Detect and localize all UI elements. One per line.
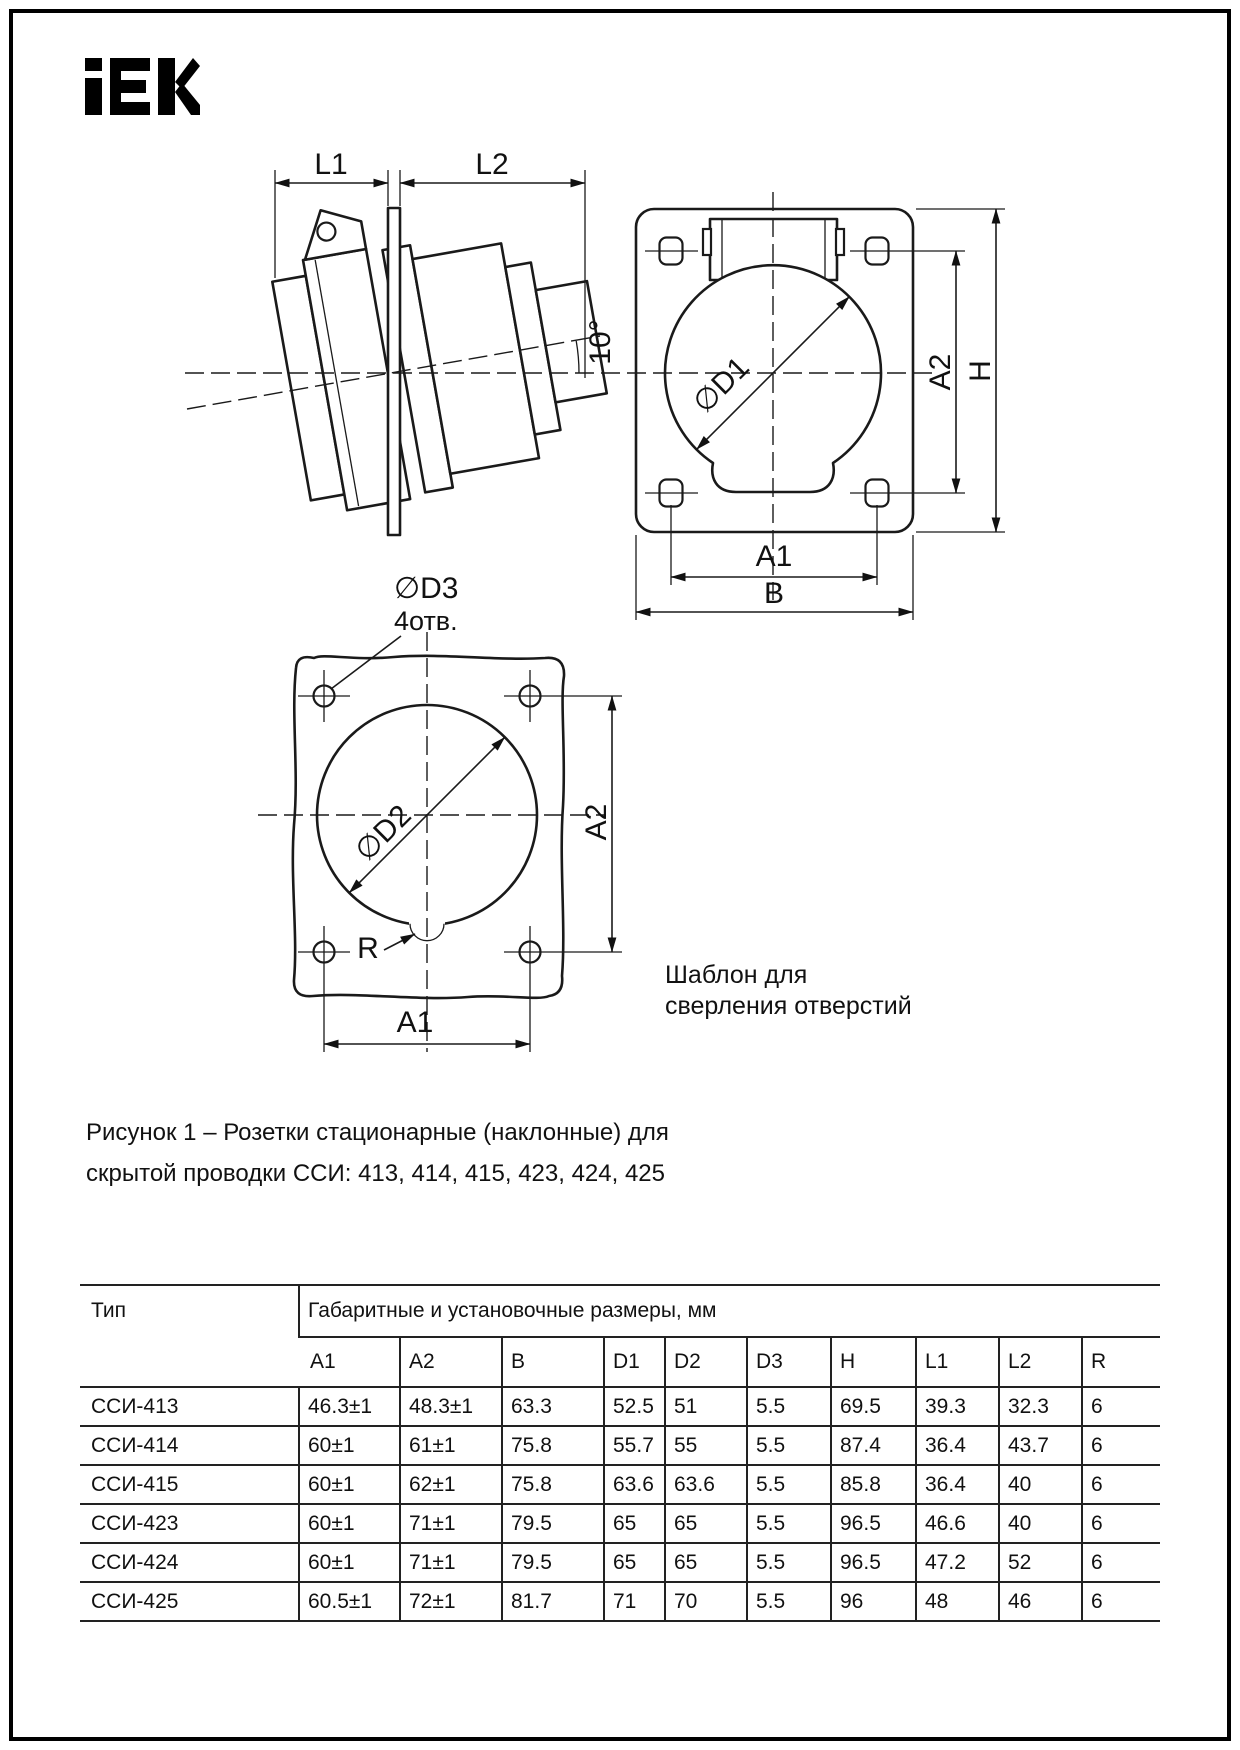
- cell-value: 52: [999, 1543, 1082, 1582]
- cell-value: 85.8: [831, 1465, 916, 1504]
- logo-i-dot: [85, 58, 102, 71]
- cell-value: 79.5: [502, 1504, 604, 1543]
- column-header-d2: D2: [665, 1337, 747, 1387]
- table-row: [80, 1582, 1160, 1621]
- cell-value: 60.5±1: [299, 1582, 400, 1621]
- cell-value: 62±1: [400, 1465, 502, 1504]
- cell-value: 87.4: [831, 1426, 916, 1465]
- cell-value: 6: [1082, 1504, 1160, 1543]
- logo-k-upper-leg: [175, 58, 200, 89]
- cell-value: 5.5: [747, 1543, 831, 1582]
- cell-value: 46.6: [916, 1504, 999, 1543]
- cell-value: 46: [999, 1582, 1082, 1621]
- label-b: B: [763, 577, 785, 610]
- iek-logo: [85, 58, 200, 115]
- figure-caption-line1: Рисунок 1 – Розетки стационарные (наклонные) для: [86, 1119, 669, 1146]
- cell-type: ССИ-423: [91, 1511, 179, 1535]
- cell-value: 6: [1082, 1582, 1160, 1621]
- cell-value: 63.3: [502, 1387, 604, 1426]
- template-note-line1: Шаблон для: [665, 961, 808, 989]
- label-d3: ∅D3: [394, 572, 459, 605]
- table-row: [80, 1543, 1160, 1582]
- column-header-type: Тип: [91, 1299, 127, 1322]
- table-header: [80, 1285, 1160, 1387]
- cell-value: 63.6: [604, 1465, 665, 1504]
- table-header-row-group: [80, 1285, 1160, 1337]
- cell-value: 5.5: [747, 1465, 831, 1504]
- cell-value: 60±1: [299, 1504, 400, 1543]
- cell-value: 47.2: [916, 1543, 999, 1582]
- cell-value: 5.5: [747, 1426, 831, 1465]
- cell-type: ССИ-424: [91, 1550, 179, 1574]
- cell-value: 65: [665, 1504, 747, 1543]
- cell-value: 96.5: [831, 1543, 916, 1582]
- cell-value: 5.5: [747, 1387, 831, 1426]
- latch-tab-left: [703, 229, 711, 255]
- cell-value: 71±1: [400, 1543, 502, 1582]
- cell-value: 75.8: [502, 1426, 604, 1465]
- cell-value: 6: [1082, 1387, 1160, 1426]
- cell-value: 96.5: [831, 1504, 916, 1543]
- column-header-h: H: [831, 1337, 916, 1387]
- cell-type: ССИ-425: [91, 1589, 179, 1613]
- cell-value: 69.5: [831, 1387, 916, 1426]
- cell-value: 32.3: [999, 1387, 1082, 1426]
- cell-value: 96: [831, 1582, 916, 1621]
- label-l2: L2: [475, 148, 509, 181]
- table-row: [80, 1504, 1160, 1543]
- cell-value: 55.7: [604, 1426, 665, 1465]
- template-note-line2: сверления отверстий: [665, 992, 912, 1020]
- label-a1-front: A1: [755, 540, 793, 573]
- label-d2: ∅D2: [348, 798, 418, 868]
- latch-tab-right: [836, 229, 844, 255]
- cell-value: 65: [604, 1543, 665, 1582]
- cell-value: 71: [604, 1582, 665, 1621]
- table-row: [80, 1387, 1160, 1426]
- figure-caption: [86, 1112, 669, 1194]
- column-header-a2: A2: [400, 1337, 502, 1387]
- side-view-drawing: [262, 167, 619, 535]
- column-header-r: R: [1082, 1337, 1160, 1387]
- figure-caption-line2: скрытой проводки ССИ: 413, 414, 415, 423, 424, 425: [86, 1160, 665, 1187]
- logo-k-lower-leg: [175, 83, 200, 115]
- cell-value: 39.3: [916, 1387, 999, 1426]
- cell-value: 36.4: [916, 1465, 999, 1504]
- cell-value: 65: [604, 1504, 665, 1543]
- cell-value: 40: [999, 1504, 1082, 1543]
- label-a1-template: A1: [396, 1006, 434, 1039]
- logo-e-mid: [110, 80, 146, 93]
- cell-type: ССИ-415: [91, 1472, 179, 1496]
- label-a2-template: A2: [580, 803, 613, 841]
- cell-value: 65: [665, 1543, 747, 1582]
- cell-value: 52.5: [604, 1387, 665, 1426]
- logo-e-bottom: [110, 102, 150, 115]
- cell-value: 6: [1082, 1426, 1160, 1465]
- cell-value: 5.5: [747, 1504, 831, 1543]
- column-header-b: B: [502, 1337, 604, 1387]
- cell-value: 48: [916, 1582, 999, 1621]
- column-header-group: Габаритные и установочные размеры, мм: [299, 1285, 1160, 1337]
- label-h: H: [964, 360, 997, 382]
- label-d1: ∅D1: [686, 350, 756, 420]
- column-header-d1: D1: [604, 1337, 665, 1387]
- cell-value: 70: [665, 1582, 747, 1621]
- label-r: R: [357, 932, 379, 965]
- cell-value: 79.5: [502, 1543, 604, 1582]
- dimensions-table: [80, 1284, 1160, 1622]
- logo-e-top: [110, 58, 150, 71]
- table-row: [80, 1465, 1160, 1504]
- drilling-template-drawing: [293, 656, 564, 998]
- cell-value: 60±1: [299, 1465, 400, 1504]
- cell-value: 71±1: [400, 1504, 502, 1543]
- column-header-l1: L1: [916, 1337, 999, 1387]
- logo-i-stem: [85, 78, 102, 115]
- label-d3-holes: 4отв.: [394, 606, 458, 636]
- column-header-d3: D3: [747, 1337, 831, 1387]
- label-angle: 10°: [584, 319, 617, 365]
- label-l1: L1: [314, 148, 348, 181]
- cell-type: ССИ-414: [91, 1433, 179, 1457]
- cell-value: 40: [999, 1465, 1082, 1504]
- socket-body: [262, 167, 619, 516]
- column-header-a1: A1: [310, 1350, 336, 1373]
- cell-value: 6: [1082, 1465, 1160, 1504]
- label-a2-front: A2: [924, 353, 957, 391]
- cell-value: 5.5: [747, 1582, 831, 1621]
- template-note: [665, 960, 912, 1022]
- cell-value: 48.3±1: [400, 1387, 502, 1426]
- cell-value: 61±1: [400, 1426, 502, 1465]
- cell-value: 6: [1082, 1543, 1160, 1582]
- cell-value: 81.7: [502, 1582, 604, 1621]
- cell-value: 51: [665, 1387, 747, 1426]
- cell-value: 60±1: [299, 1543, 400, 1582]
- column-header-l2: L2: [999, 1337, 1082, 1387]
- cell-value: 72±1: [400, 1582, 502, 1621]
- cell-value: 43.7: [999, 1426, 1082, 1465]
- table-row: [80, 1426, 1160, 1465]
- cell-type: ССИ-413: [91, 1394, 179, 1418]
- cell-value: 60±1: [299, 1426, 400, 1465]
- cell-value: 75.8: [502, 1465, 604, 1504]
- cell-value: 55: [665, 1426, 747, 1465]
- cell-value: 63.6: [665, 1465, 747, 1504]
- cell-value: 36.4: [916, 1426, 999, 1465]
- cell-value: 46.3±1: [299, 1387, 400, 1426]
- logo-k-stem: [158, 58, 175, 115]
- table-body: [80, 1387, 1160, 1621]
